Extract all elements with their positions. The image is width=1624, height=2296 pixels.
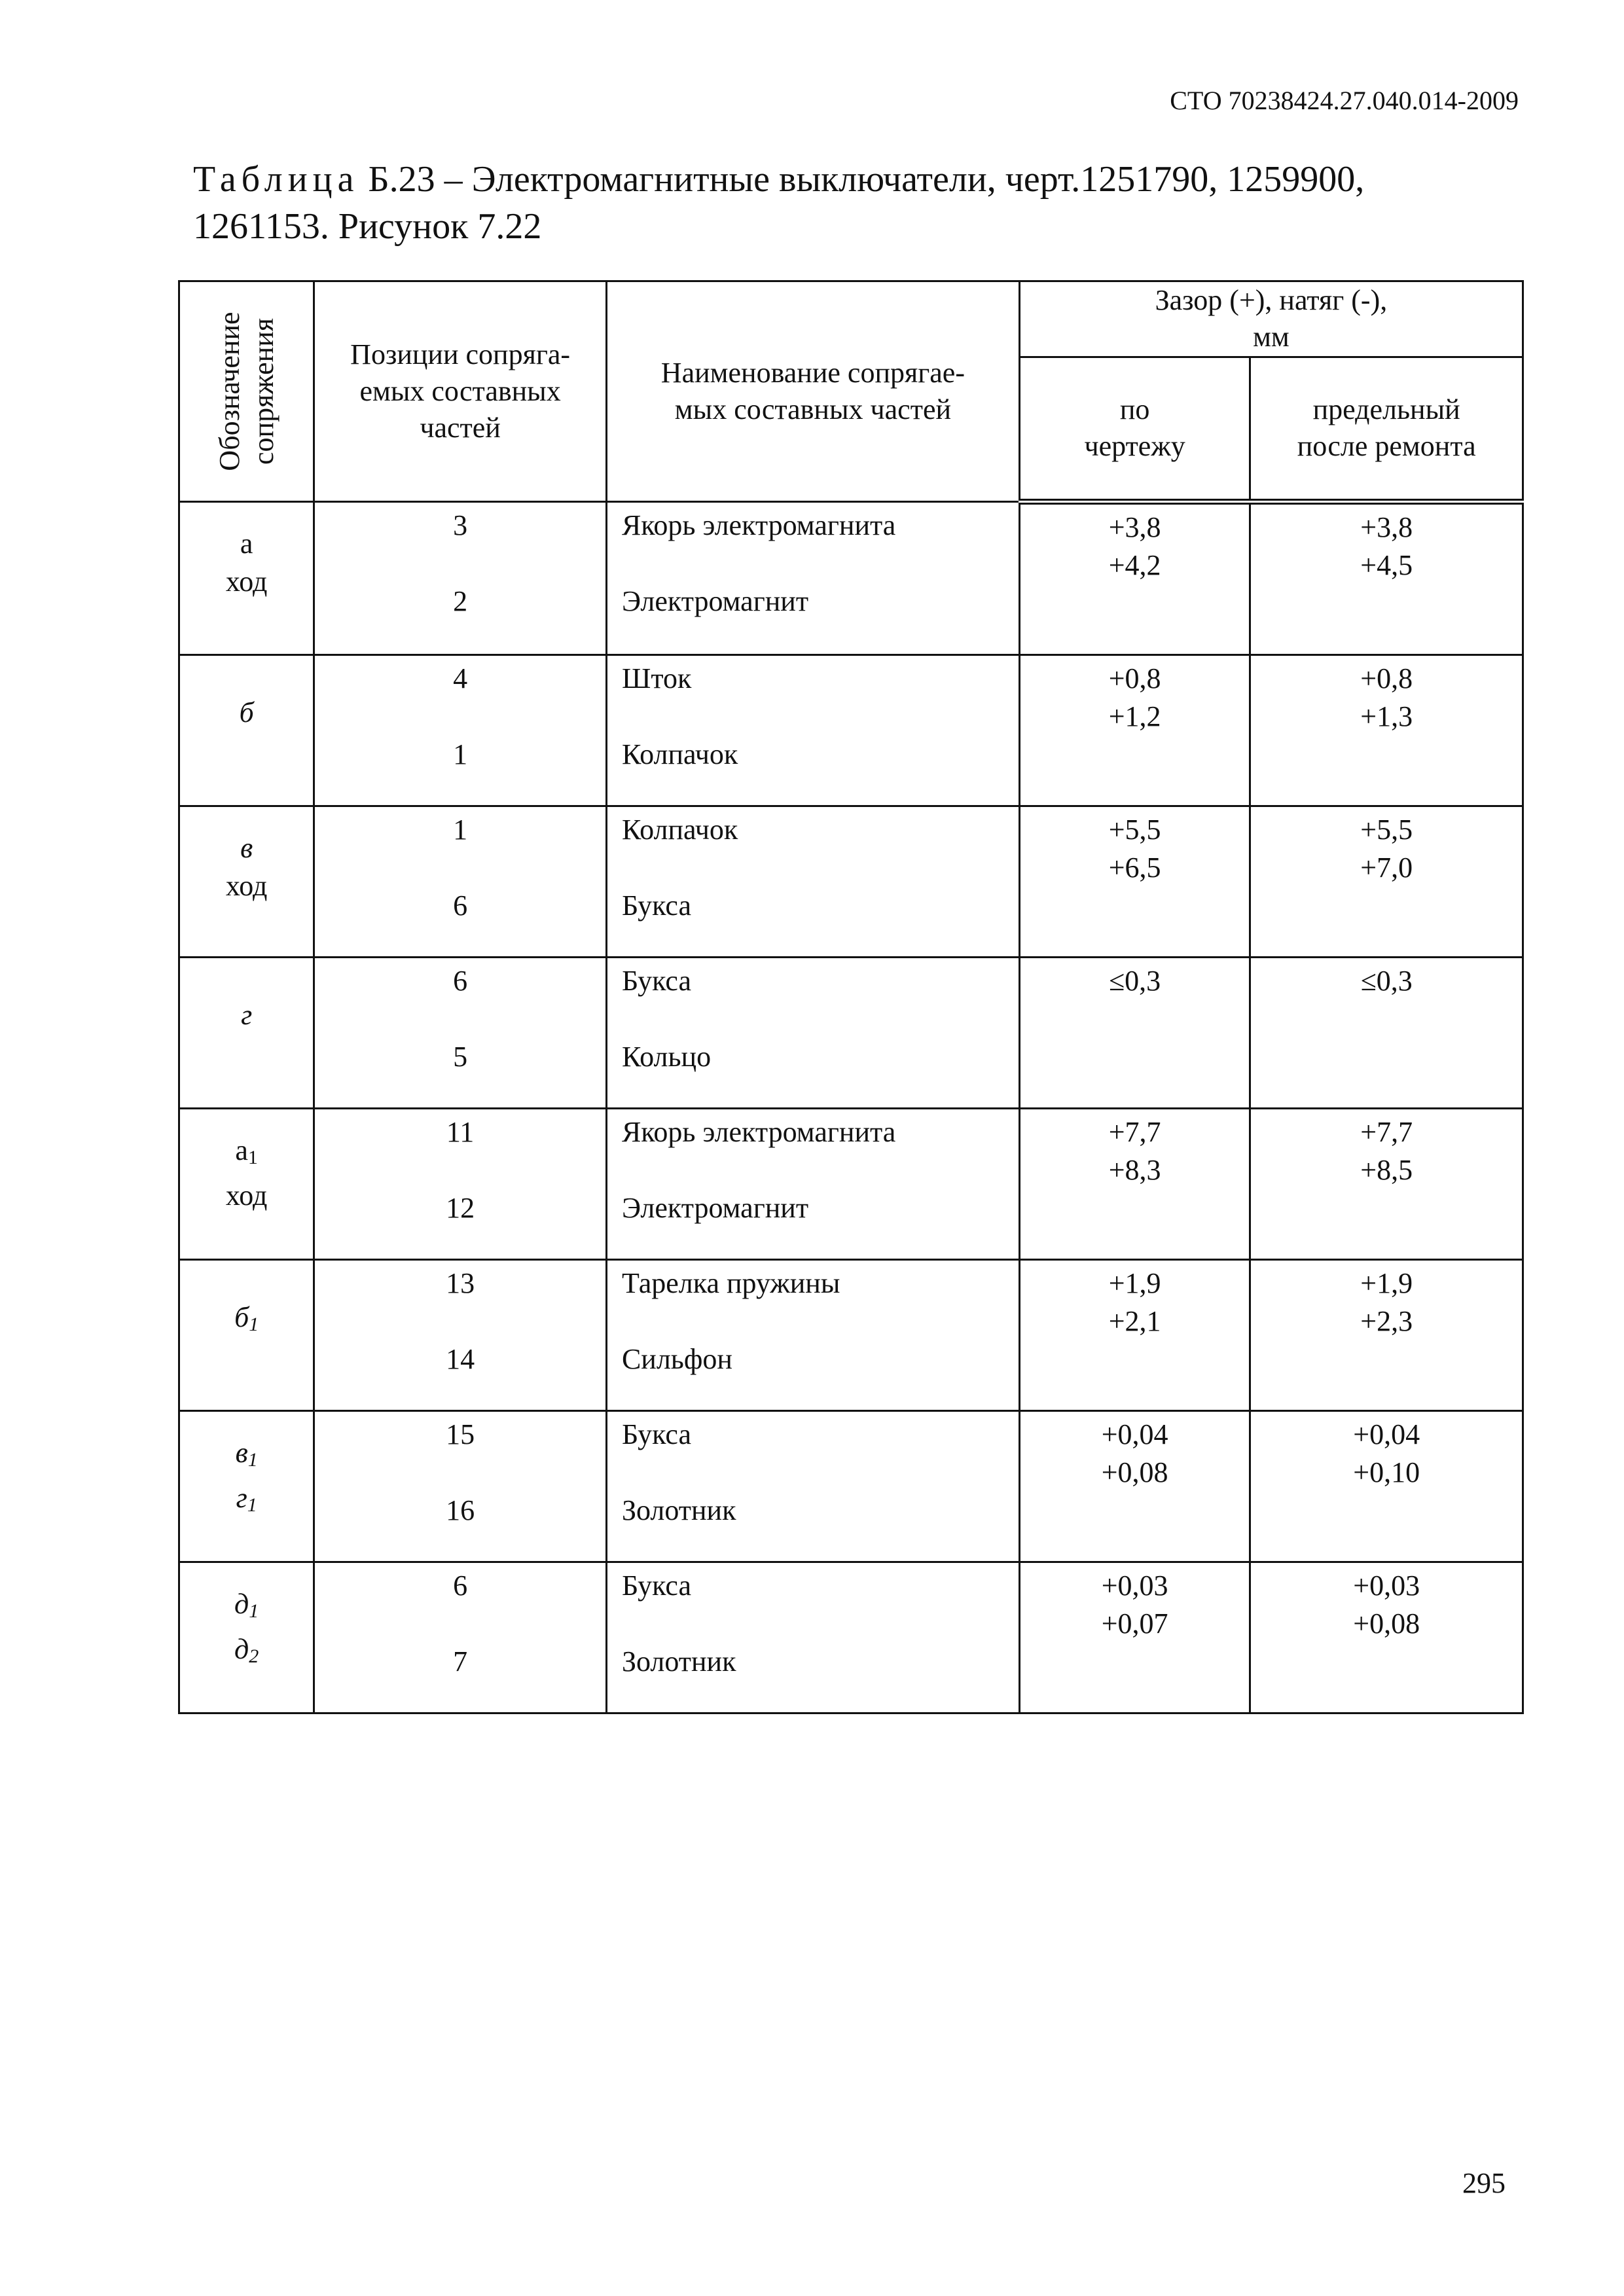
cell-designation	[179, 502, 314, 655]
table-title	[193, 156, 1502, 250]
table-row	[179, 655, 1523, 806]
table-row	[179, 1562, 1523, 1713]
by-drawing-value-1: +0,04	[1101, 1418, 1168, 1450]
part-name-1: Букса	[621, 965, 691, 997]
cell-designation	[179, 655, 314, 806]
cell-names	[606, 1411, 1019, 1562]
title-text-line2: 1261153. Рисунок 7.22	[193, 206, 542, 247]
row-mark-2: $д_2$	[234, 1633, 259, 1667]
part-name-2: Сильфон	[621, 1343, 732, 1375]
page-number: 295	[1462, 2167, 1506, 2199]
limit-value-2: +0,10	[1353, 1456, 1420, 1488]
limit-value-2: +4,5	[1360, 549, 1413, 581]
position-1: 6	[453, 1570, 468, 1602]
table-row	[179, 1260, 1523, 1411]
part-name-1: Букса	[621, 1418, 691, 1450]
limit-value-1: +5,5	[1360, 814, 1413, 846]
row-mark: г	[241, 999, 253, 1031]
limit-value-1: +0,04	[1353, 1418, 1420, 1450]
part-name-2: Золотник	[621, 1494, 736, 1526]
limit-value-2: +1,3	[1360, 700, 1413, 732]
limit-value-1: +7,7	[1360, 1116, 1413, 1148]
cell-positions	[314, 1260, 607, 1411]
cell-names	[606, 806, 1019, 958]
cell-by-drawing	[1019, 655, 1250, 806]
by-drawing-value-1: ≤0,3	[1109, 965, 1161, 997]
cell-designation	[179, 1562, 314, 1713]
part-name-1: Букса	[621, 1570, 691, 1602]
cell-limit	[1250, 806, 1523, 958]
part-name-1: Якорь электромагнита	[621, 1116, 896, 1148]
position-1: 11	[446, 1116, 475, 1148]
cell-designation	[179, 1109, 314, 1260]
row-mark-2: $г_1$	[236, 1482, 257, 1516]
by-drawing-value-1: +0,03	[1101, 1570, 1168, 1602]
part-name-2: Золотник	[621, 1645, 736, 1677]
row-mark: $а_1$	[235, 1134, 258, 1168]
part-name-1: Колпачок	[621, 814, 738, 846]
cell-limit	[1250, 1109, 1523, 1260]
header-designation-line1: Обозначение	[213, 312, 245, 471]
position-2: 1	[453, 738, 468, 770]
by-drawing-value-2: +1,2	[1108, 700, 1161, 732]
header-designation	[179, 281, 314, 502]
by-drawing-value-1: +5,5	[1108, 814, 1161, 846]
by-drawing-value-1: +3,8	[1108, 511, 1161, 543]
part-name-2: Электромагнит	[621, 1192, 809, 1224]
header-limit-after-repair: предельный после ремонта	[1250, 357, 1523, 501]
position-1: 13	[446, 1267, 475, 1299]
position-2: 16	[446, 1494, 475, 1526]
cell-by-drawing	[1019, 502, 1250, 655]
table-row	[179, 806, 1523, 958]
by-drawing-value-2: +2,1	[1108, 1305, 1161, 1337]
position-1: 4	[453, 662, 468, 694]
cell-by-drawing	[1019, 1411, 1250, 1562]
cell-limit	[1250, 502, 1523, 655]
cell-designation	[179, 958, 314, 1109]
limit-value-2: +7,0	[1360, 852, 1413, 884]
limit-value-1: +0,03	[1353, 1570, 1420, 1602]
table-row	[179, 958, 1523, 1109]
cell-names	[606, 655, 1019, 806]
part-name-2: Электромагнит	[621, 585, 809, 617]
cell-by-drawing	[1019, 1562, 1250, 1713]
part-name-1: Якорь электромагнита	[621, 509, 896, 541]
table-row	[179, 1109, 1523, 1260]
row-mark: $б_1$	[234, 1301, 259, 1335]
by-drawing-value-1: +7,7	[1108, 1116, 1161, 1148]
by-drawing-value-2: +0,07	[1101, 1607, 1168, 1640]
row-mark-2: ход	[225, 1179, 268, 1211]
cell-positions	[314, 806, 607, 958]
cell-limit	[1250, 655, 1523, 806]
part-name-1: Шток	[621, 662, 692, 694]
part-name-2: Кольцо	[621, 1041, 712, 1073]
by-drawing-value-1: +1,9	[1108, 1267, 1161, 1299]
cell-by-drawing	[1019, 958, 1250, 1109]
by-drawing-value-2: +4,2	[1108, 549, 1161, 581]
part-name-2: Букса	[621, 889, 691, 922]
position-2: 12	[446, 1192, 475, 1224]
by-drawing-value-2: +8,3	[1108, 1154, 1161, 1186]
fits-table	[178, 280, 1524, 1714]
cell-limit	[1250, 958, 1523, 1109]
title-text-line1: Б.23 – Электромагнитные выключатели, черт.1251790, 1259900,	[359, 159, 1365, 200]
row-mark: а	[240, 528, 253, 560]
cell-positions	[314, 958, 607, 1109]
row-mark-2: ход	[225, 870, 268, 902]
document-code: СТО 70238424.27.040.014-2009	[1170, 86, 1519, 115]
row-mark: $в_1$	[235, 1437, 258, 1471]
part-name-2: Колпачок	[621, 738, 738, 770]
by-drawing-value-2: +6,5	[1108, 852, 1161, 884]
position-1: 6	[453, 965, 468, 997]
position-1: 3	[453, 509, 468, 541]
row-mark: $д_1$	[234, 1588, 259, 1622]
position-2: 5	[453, 1041, 468, 1073]
by-drawing-value-2: +0,08	[1101, 1456, 1168, 1488]
limit-value-1: ≤0,3	[1360, 965, 1413, 997]
cell-designation	[179, 1411, 314, 1562]
cell-designation	[179, 806, 314, 958]
position-2: 2	[453, 585, 468, 617]
cell-names	[606, 1109, 1019, 1260]
row-mark: б	[239, 696, 254, 728]
cell-names	[606, 958, 1019, 1109]
limit-value-2: +8,5	[1360, 1154, 1413, 1186]
row-mark-2: ход	[225, 565, 268, 598]
row-mark: в	[240, 832, 253, 864]
part-name-1: Тарелка пружины	[621, 1267, 840, 1299]
cell-positions	[314, 1562, 607, 1713]
position-2: 6	[453, 889, 468, 922]
limit-value-1: +1,9	[1360, 1267, 1413, 1299]
cell-positions	[314, 1411, 607, 1562]
table-row	[179, 502, 1523, 655]
cell-by-drawing	[1019, 1109, 1250, 1260]
header-by-drawing: по чертежу	[1019, 357, 1250, 501]
limit-value-2: +2,3	[1360, 1305, 1413, 1337]
cell-limit	[1250, 1562, 1523, 1713]
title-label: Таблица	[193, 159, 359, 200]
cell-names	[606, 1562, 1019, 1713]
table-row	[179, 1411, 1523, 1562]
table-body	[179, 502, 1523, 1713]
cell-positions	[314, 502, 607, 655]
limit-value-1: +3,8	[1360, 511, 1413, 543]
header-clearance: Зазор (+), натяг (-), мм	[1019, 281, 1523, 357]
limit-value-2: +0,08	[1353, 1607, 1420, 1640]
position-1: 15	[446, 1418, 475, 1450]
cell-limit	[1250, 1260, 1523, 1411]
cell-names	[606, 1260, 1019, 1411]
cell-by-drawing	[1019, 1260, 1250, 1411]
cell-names	[606, 502, 1019, 655]
by-drawing-value-1: +0,8	[1108, 662, 1161, 694]
cell-positions	[314, 1109, 607, 1260]
position-2: 14	[446, 1343, 475, 1375]
cell-positions	[314, 655, 607, 806]
cell-limit	[1250, 1411, 1523, 1562]
position-1: 1	[453, 814, 468, 846]
header-positions: Позиции сопряга- емых составных частей	[314, 281, 607, 502]
header-names: Наименование сопрягае- мых составных частей	[606, 281, 1019, 502]
cell-designation	[179, 1260, 314, 1411]
position-2: 7	[453, 1645, 468, 1677]
cell-by-drawing	[1019, 806, 1250, 958]
limit-value-1: +0,8	[1360, 662, 1413, 694]
header-designation-line2: сопряжения	[247, 318, 280, 465]
